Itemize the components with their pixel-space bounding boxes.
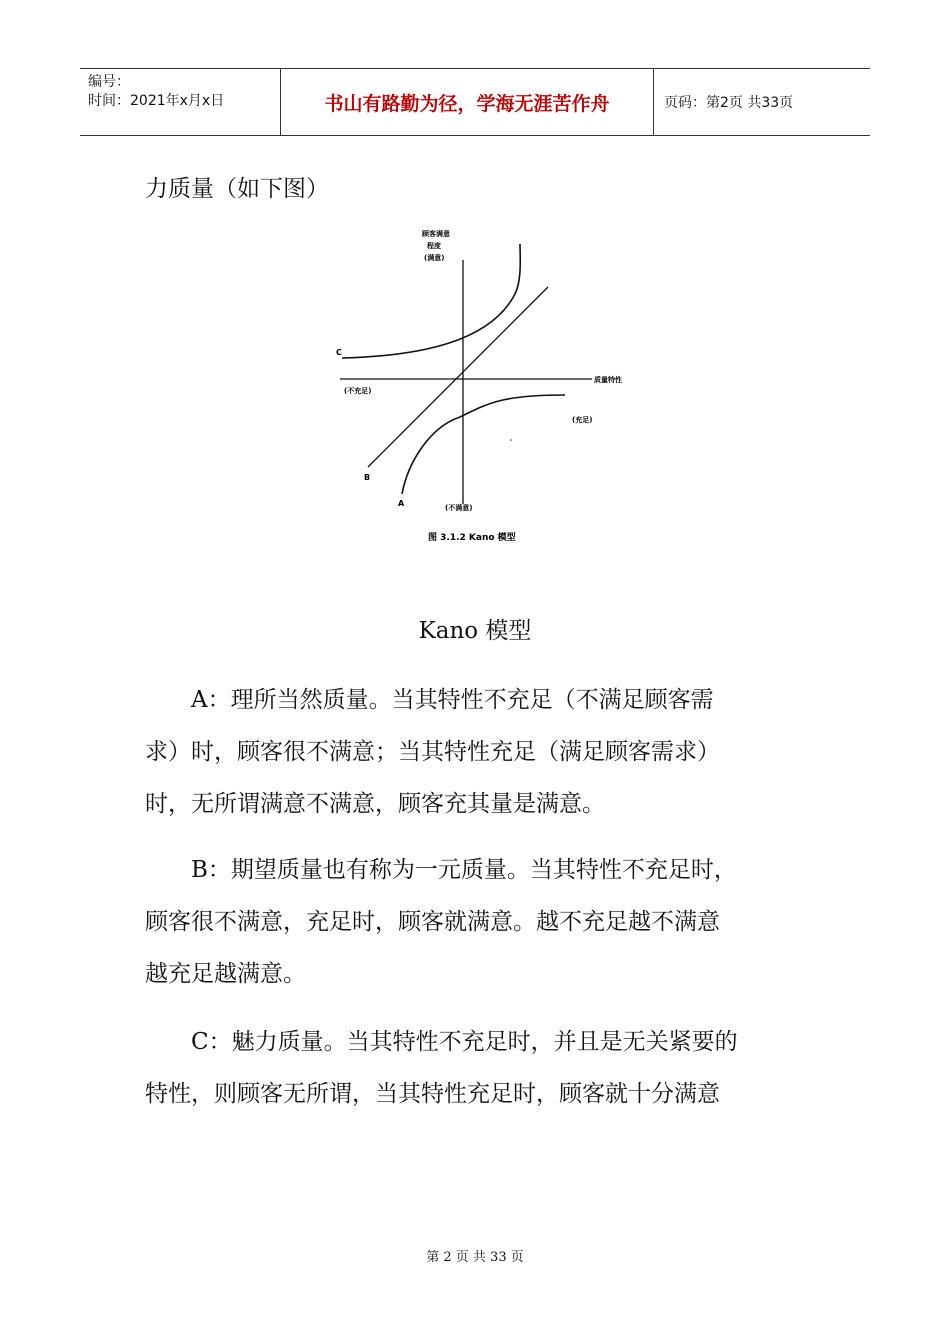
motto-text: 书山有路勤为径，学海无涯苦作舟: [324, 92, 610, 115]
number-label: 编号：: [88, 74, 130, 90]
paragraph-line: C：魅力质量。当其特性不充足时，并且是无关紧要的: [191, 1029, 738, 1055]
paragraph-line: 求）时，顾客很不满意；当其特性充足（满足顾客需求）: [145, 739, 720, 765]
page-info-text: 页码：第2页 共33页: [664, 95, 794, 111]
y-axis-label-2: 程度: [427, 242, 441, 250]
kano-figure: [330, 222, 640, 552]
speck-mark: [510, 439, 512, 441]
curve-b-label: B: [364, 473, 371, 482]
kano-diagram: [330, 222, 640, 552]
header-motto: [281, 69, 654, 135]
header-page-info: [654, 69, 870, 135]
figure-title: Kano 模型: [418, 618, 532, 644]
paragraph-line: 越充足越满意。: [145, 961, 306, 987]
y-axis-label-1: 顾客满意: [422, 230, 450, 238]
curve-b-line: [368, 287, 548, 467]
paragraph-line: 特性，则顾客无所谓，当其特性充足时，顾客就十分满意: [145, 1081, 720, 1107]
curve-a-label: A: [398, 499, 405, 508]
paragraph-c: [145, 1016, 815, 1120]
bottom-label: (不满意): [445, 504, 473, 512]
x-axis-label: 质量特性: [594, 376, 622, 384]
date-label: 时间：2021年x月x日: [88, 93, 225, 109]
page-footer: [0, 1246, 950, 1265]
paragraph-b: [145, 844, 815, 1000]
paragraph-line: A：理所当然质量。当其特性不充足（不满足顾客需: [191, 687, 714, 713]
paragraph-line: 顾客很不满意，充足时，顾客就满意。越不充足越不满意: [145, 909, 720, 935]
paragraph-line: 时，无所谓满意不满意，顾客充其量是满意。: [145, 791, 605, 817]
page-header: [80, 68, 870, 136]
paragraph-line: B：期望质量也有称为一元质量。当其特性不充足时，: [191, 857, 737, 883]
intro-text: 力质量（如下图）: [145, 176, 329, 202]
figure-caption: 图 3.1.2 Kano 模型: [428, 533, 516, 543]
curve-c-label: C: [336, 348, 342, 357]
y-axis-label-3: (满意): [424, 254, 445, 262]
footer-page-number: 第 2 页 共 33 页: [426, 1250, 524, 1265]
left-label: (不充足): [344, 387, 372, 395]
right-label: (充足): [572, 416, 593, 424]
header-meta: [80, 69, 281, 135]
paragraph-a: [145, 674, 815, 830]
curve-a: [402, 395, 565, 494]
